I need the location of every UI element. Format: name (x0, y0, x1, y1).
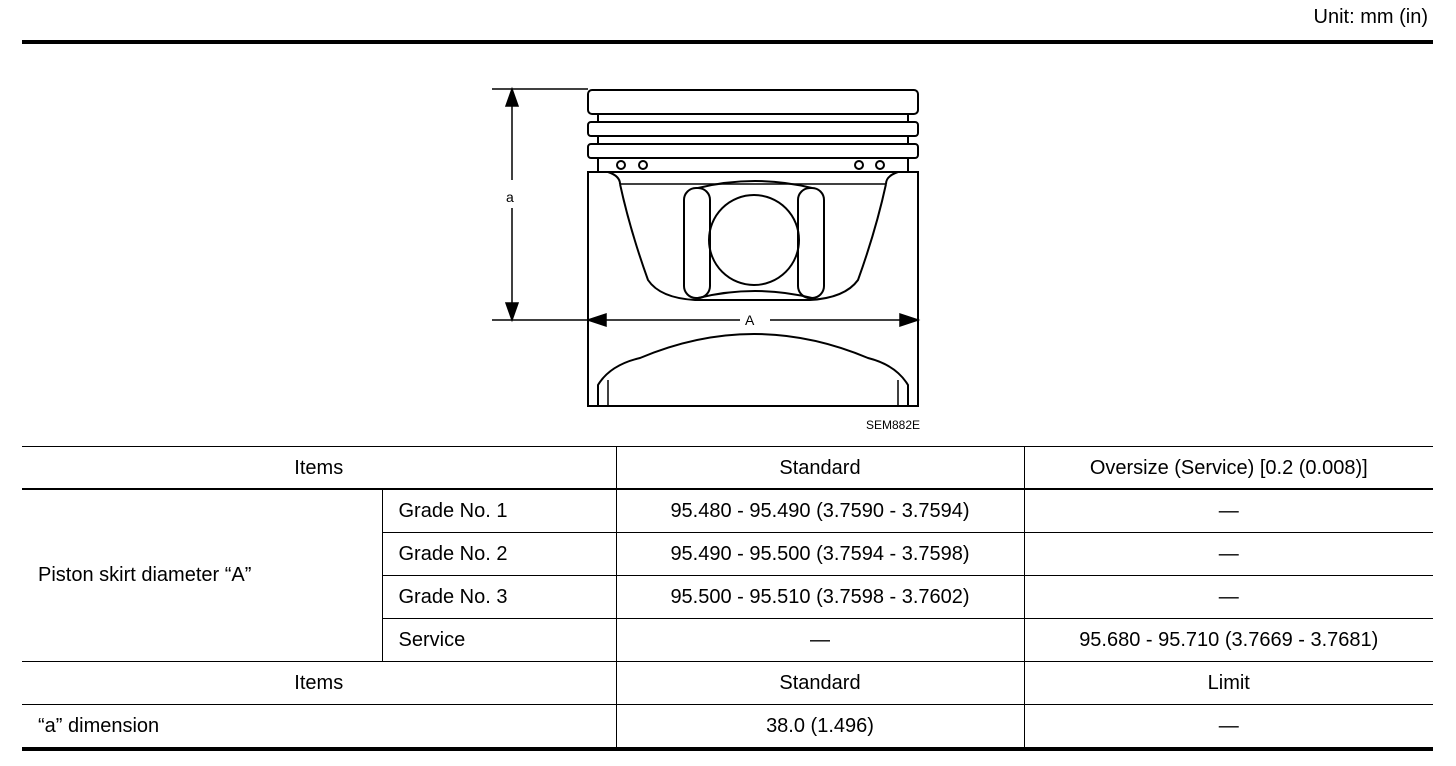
oversize-value: 95.680 - 95.710 (3.7669 - 3.7681) (1024, 619, 1433, 662)
header-oversize: Oversize (Service) [0.2 (0.008)] (1024, 447, 1433, 490)
grade-label: Grade No. 2 (382, 533, 616, 576)
oversize-value: — (1024, 576, 1433, 619)
header-standard: Standard (616, 447, 1024, 490)
top-rule (22, 40, 1433, 44)
header-limit: Limit (1024, 662, 1433, 705)
oversize-value: — (1024, 533, 1433, 576)
standard-value: 95.500 - 95.510 (3.7598 - 3.7602) (616, 576, 1024, 619)
grade-label: Grade No. 3 (382, 576, 616, 619)
header-items: Items (22, 447, 616, 490)
standard-value: 95.490 - 95.500 (3.7594 - 3.7598) (616, 533, 1024, 576)
unit-label: Unit: mm (in) (1313, 6, 1428, 28)
grade-label: Service (382, 619, 616, 662)
table-header-row (22, 662, 1433, 705)
table-row (22, 490, 1433, 533)
header-standard: Standard (616, 662, 1024, 705)
piston-crown (588, 90, 918, 114)
ring-groove-1 (588, 122, 918, 136)
table-row (22, 705, 1433, 748)
label-A: A (745, 312, 755, 328)
grade-label: Grade No. 1 (382, 490, 616, 533)
item-a-dimension: “a” dimension (22, 705, 616, 748)
header-items: Items (22, 662, 616, 705)
piston-diagram (480, 80, 940, 425)
piston-illustration (480, 80, 940, 420)
label-a: a (506, 189, 514, 205)
oversize-value: — (1024, 490, 1433, 533)
ring-groove-2 (588, 144, 918, 158)
bottom-rule (22, 747, 1433, 751)
piston-spec-table (22, 446, 1433, 748)
standard-value: — (616, 619, 1024, 662)
header-rule (22, 488, 1433, 490)
item-piston-skirt: Piston skirt diameter “A” (22, 490, 382, 662)
standard-value: 95.480 - 95.490 (3.7590 - 3.7594) (616, 490, 1024, 533)
figure-code: SEM882E (866, 418, 921, 432)
limit-value: — (1024, 705, 1433, 748)
piston-body (588, 172, 918, 406)
table-header-row (22, 447, 1433, 490)
piston-pin-hole (709, 195, 799, 285)
standard-value: 38.0 (1.496) (616, 705, 1024, 748)
